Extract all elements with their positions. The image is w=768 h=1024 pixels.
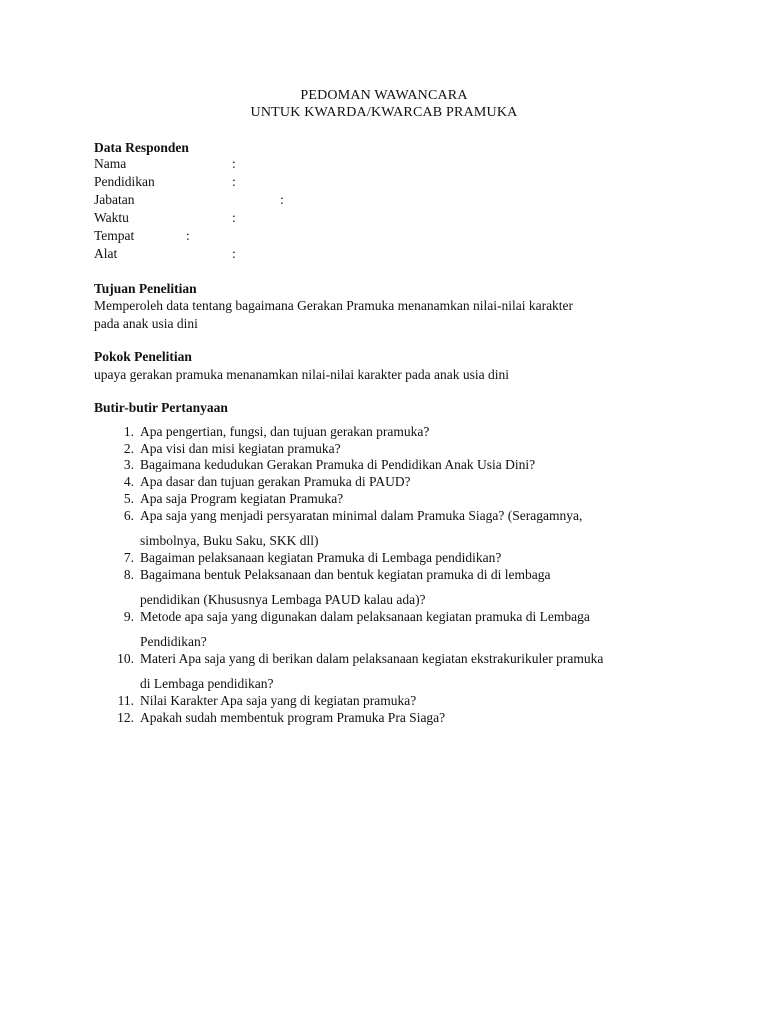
field-colon-waktu: :: [232, 210, 236, 225]
question-text: Bagaiman pelaksanaan kegiatan Pramuka di Lembaga pendidikan?: [140, 550, 502, 565]
question-number: 1.: [123, 424, 134, 439]
purpose-text-line2: pada anak usia dini: [94, 316, 198, 331]
purpose-text-line1: Memperoleh data tentang bagaimana Gerakan Pramuka menanamkan nilai-nilai karakter: [94, 298, 574, 313]
subject-text: upaya gerakan pramuka menanamkan nilai-nilai karakter pada anak usia dini: [94, 367, 509, 382]
question-text-continued: simbolnya, Buku Saku, SKK dll): [140, 533, 319, 548]
question-number: 3.: [123, 457, 134, 472]
question-text: Apakah sudah membentuk program Pramuka Pra Siaga?: [140, 710, 446, 725]
document-title-line1: PEDOMAN WAWANCARA: [300, 88, 468, 103]
field-label-jabatan: Jabatan: [94, 192, 135, 207]
field-colon-tempat: :: [186, 228, 190, 243]
question-text: Bagaimana bentuk Pelaksanaan dan bentuk kegiatan pramuka di di lembaga: [140, 567, 551, 582]
question-text-continued: di Lembaga pendidikan?: [140, 676, 274, 691]
question-number: 4.: [123, 474, 134, 489]
field-label-pendidikan: Pendidikan: [94, 174, 155, 189]
question-text: Bagaimana kedudukan Gerakan Pramuka di Pendidikan Anak Usia Dini?: [140, 457, 536, 472]
question-number: 6.: [123, 508, 134, 523]
field-colon-pendidikan: :: [232, 174, 236, 189]
question-text: Metode apa saja yang digunakan dalam pelaksanaan kegiatan pramuka di Lembaga: [140, 609, 590, 624]
question-number: 12.: [117, 710, 134, 725]
question-text: Apa pengertian, fungsi, dan tujuan gerakan pramuka?: [140, 424, 430, 439]
question-text: Materi Apa saja yang di berikan dalam pelaksanaan kegiatan ekstrakurikuler pramuka: [140, 651, 604, 666]
question-text: Nilai Karakter Apa saja yang di kegiatan pramuka?: [140, 693, 417, 708]
document-title-line2: UNTUK KWARDA/KWARCAB PRAMUKA: [250, 105, 518, 120]
question-text-continued: pendidikan (Khususnya Lembaga PAUD kalau ada)?: [140, 592, 426, 607]
field-label-tempat: Tempat: [94, 228, 135, 243]
subject-heading: Pokok Penelitian: [94, 349, 192, 364]
field-colon-nama: :: [232, 156, 236, 171]
purpose-heading: Tujuan Penelitian: [94, 281, 197, 296]
field-colon-jabatan: :: [280, 192, 284, 207]
question-text: Apa dasar dan tujuan gerakan Pramuka di PAUD?: [140, 474, 411, 489]
respondent-heading: Data Responden: [94, 140, 189, 155]
question-text: Apa saja Program kegiatan Pramuka?: [140, 491, 344, 506]
question-number: 2.: [123, 441, 134, 456]
question-text-continued: Pendidikan?: [140, 634, 207, 649]
question-number: 8.: [123, 567, 134, 582]
question-number: 10.: [117, 651, 134, 666]
question-number: 7.: [123, 550, 134, 565]
question-text: Apa visi dan misi kegiatan pramuka?: [140, 441, 341, 456]
question-number: 9.: [123, 609, 134, 624]
field-label-nama: Nama: [94, 156, 127, 171]
questions-heading: Butir-butir Pertanyaan: [94, 400, 228, 415]
question-number: 11.: [117, 693, 134, 708]
question-number: 5.: [123, 491, 134, 506]
question-text: Apa saja yang menjadi persyaratan minimal dalam Pramuka Siaga? (Seragamnya,: [140, 508, 583, 523]
field-label-alat: Alat: [94, 246, 118, 261]
field-label-waktu: Waktu: [94, 210, 129, 225]
field-colon-alat: :: [232, 246, 236, 261]
